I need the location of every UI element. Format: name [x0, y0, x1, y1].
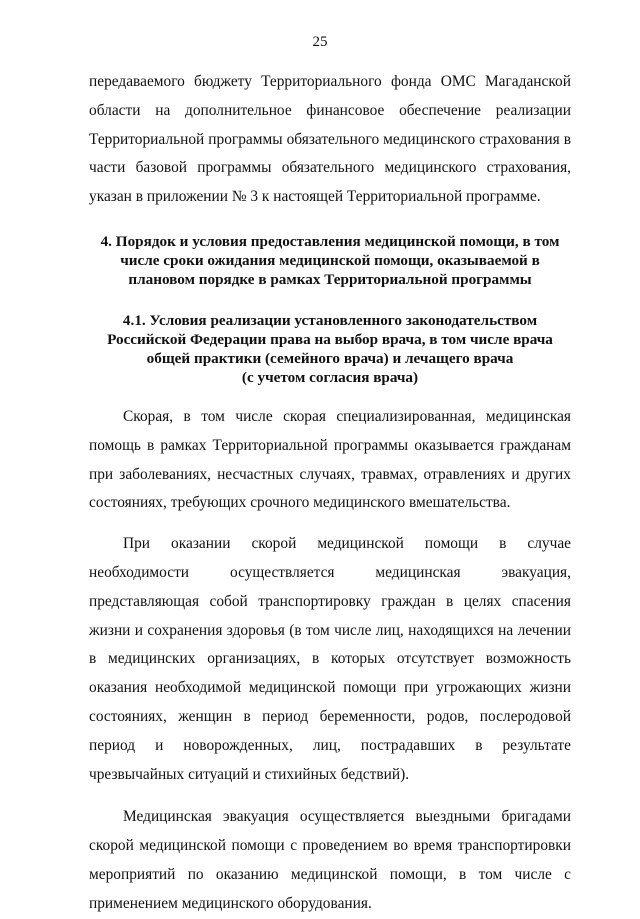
section-4-1-heading-line: Российской Федерации права на выбор врача, в том числе врача [107, 330, 553, 348]
document-body [89, 68, 571, 919]
paragraph-medical-evacuation: При оказании скорой медицинской помощи в случае необходимости осуществляется медицинская эвакуация, представляющая собой транспортировку граждан в целях спасения жизни и сохранения здоровья (в том числе лиц, находящихся на лечении в медицинских организациях, в которых отсутствует возможность оказания необходимой медицинской помощи при угрожающих жизни состояниях, женщин в период беременности, родов, послеродовой период и новорожденных, лиц, пострадавших в результате чрезвычайных ситуаций и стихийных бедствий). [89, 535, 571, 783]
section-4-heading [89, 232, 571, 289]
page-number: 25 [312, 34, 328, 50]
section-4-heading-line: числе сроки ожидания медицинской помощи, оказываемой в [120, 251, 540, 269]
section-4-1-heading [89, 311, 571, 387]
paragraph-emergency-care: Скорая, в том числе скорая специализированная, медицинская помощь в рамках Территориальной программы оказывается гражданам при заболеваниях, несчастных случаях, травмах, отравлениях и других состояниях, требующих срочного медицинского вмешательства. [89, 407, 571, 512]
section-4-1-heading-line: 4.1. Условия реализации установленного законодательством [122, 311, 538, 329]
section-4-1-heading-line: (с учетом согласия врача) [241, 368, 419, 386]
section-4-heading-line: плановом порядке в рамках Территориальной программы [128, 270, 532, 288]
paragraph-budget-transfer: передаваемого бюджету Территориального фонда ОМС Магаданской области на дополнительное финансовое обеспечение реализации Территориальной программы обязательного медицинского страхования в части базовой программы обязательного медицинского страхования, указан в приложении № 3 к настоящей Территориальной программе. [89, 73, 571, 206]
paragraph-evacuation-teams: Медицинская эвакуация осуществляется выездными бригадами скорой медицинской помощи с проведением во время транспортировки мероприятий по оказанию медицинской помощи, в том числе с применением медицинского оборудования. [89, 808, 571, 912]
section-4-heading-line: 4. Порядок и условия предоставления медицинской помощи, в том [100, 232, 560, 250]
section-4-1-heading-line: общей практики (семейного врача) и лечащего врача [146, 349, 514, 367]
